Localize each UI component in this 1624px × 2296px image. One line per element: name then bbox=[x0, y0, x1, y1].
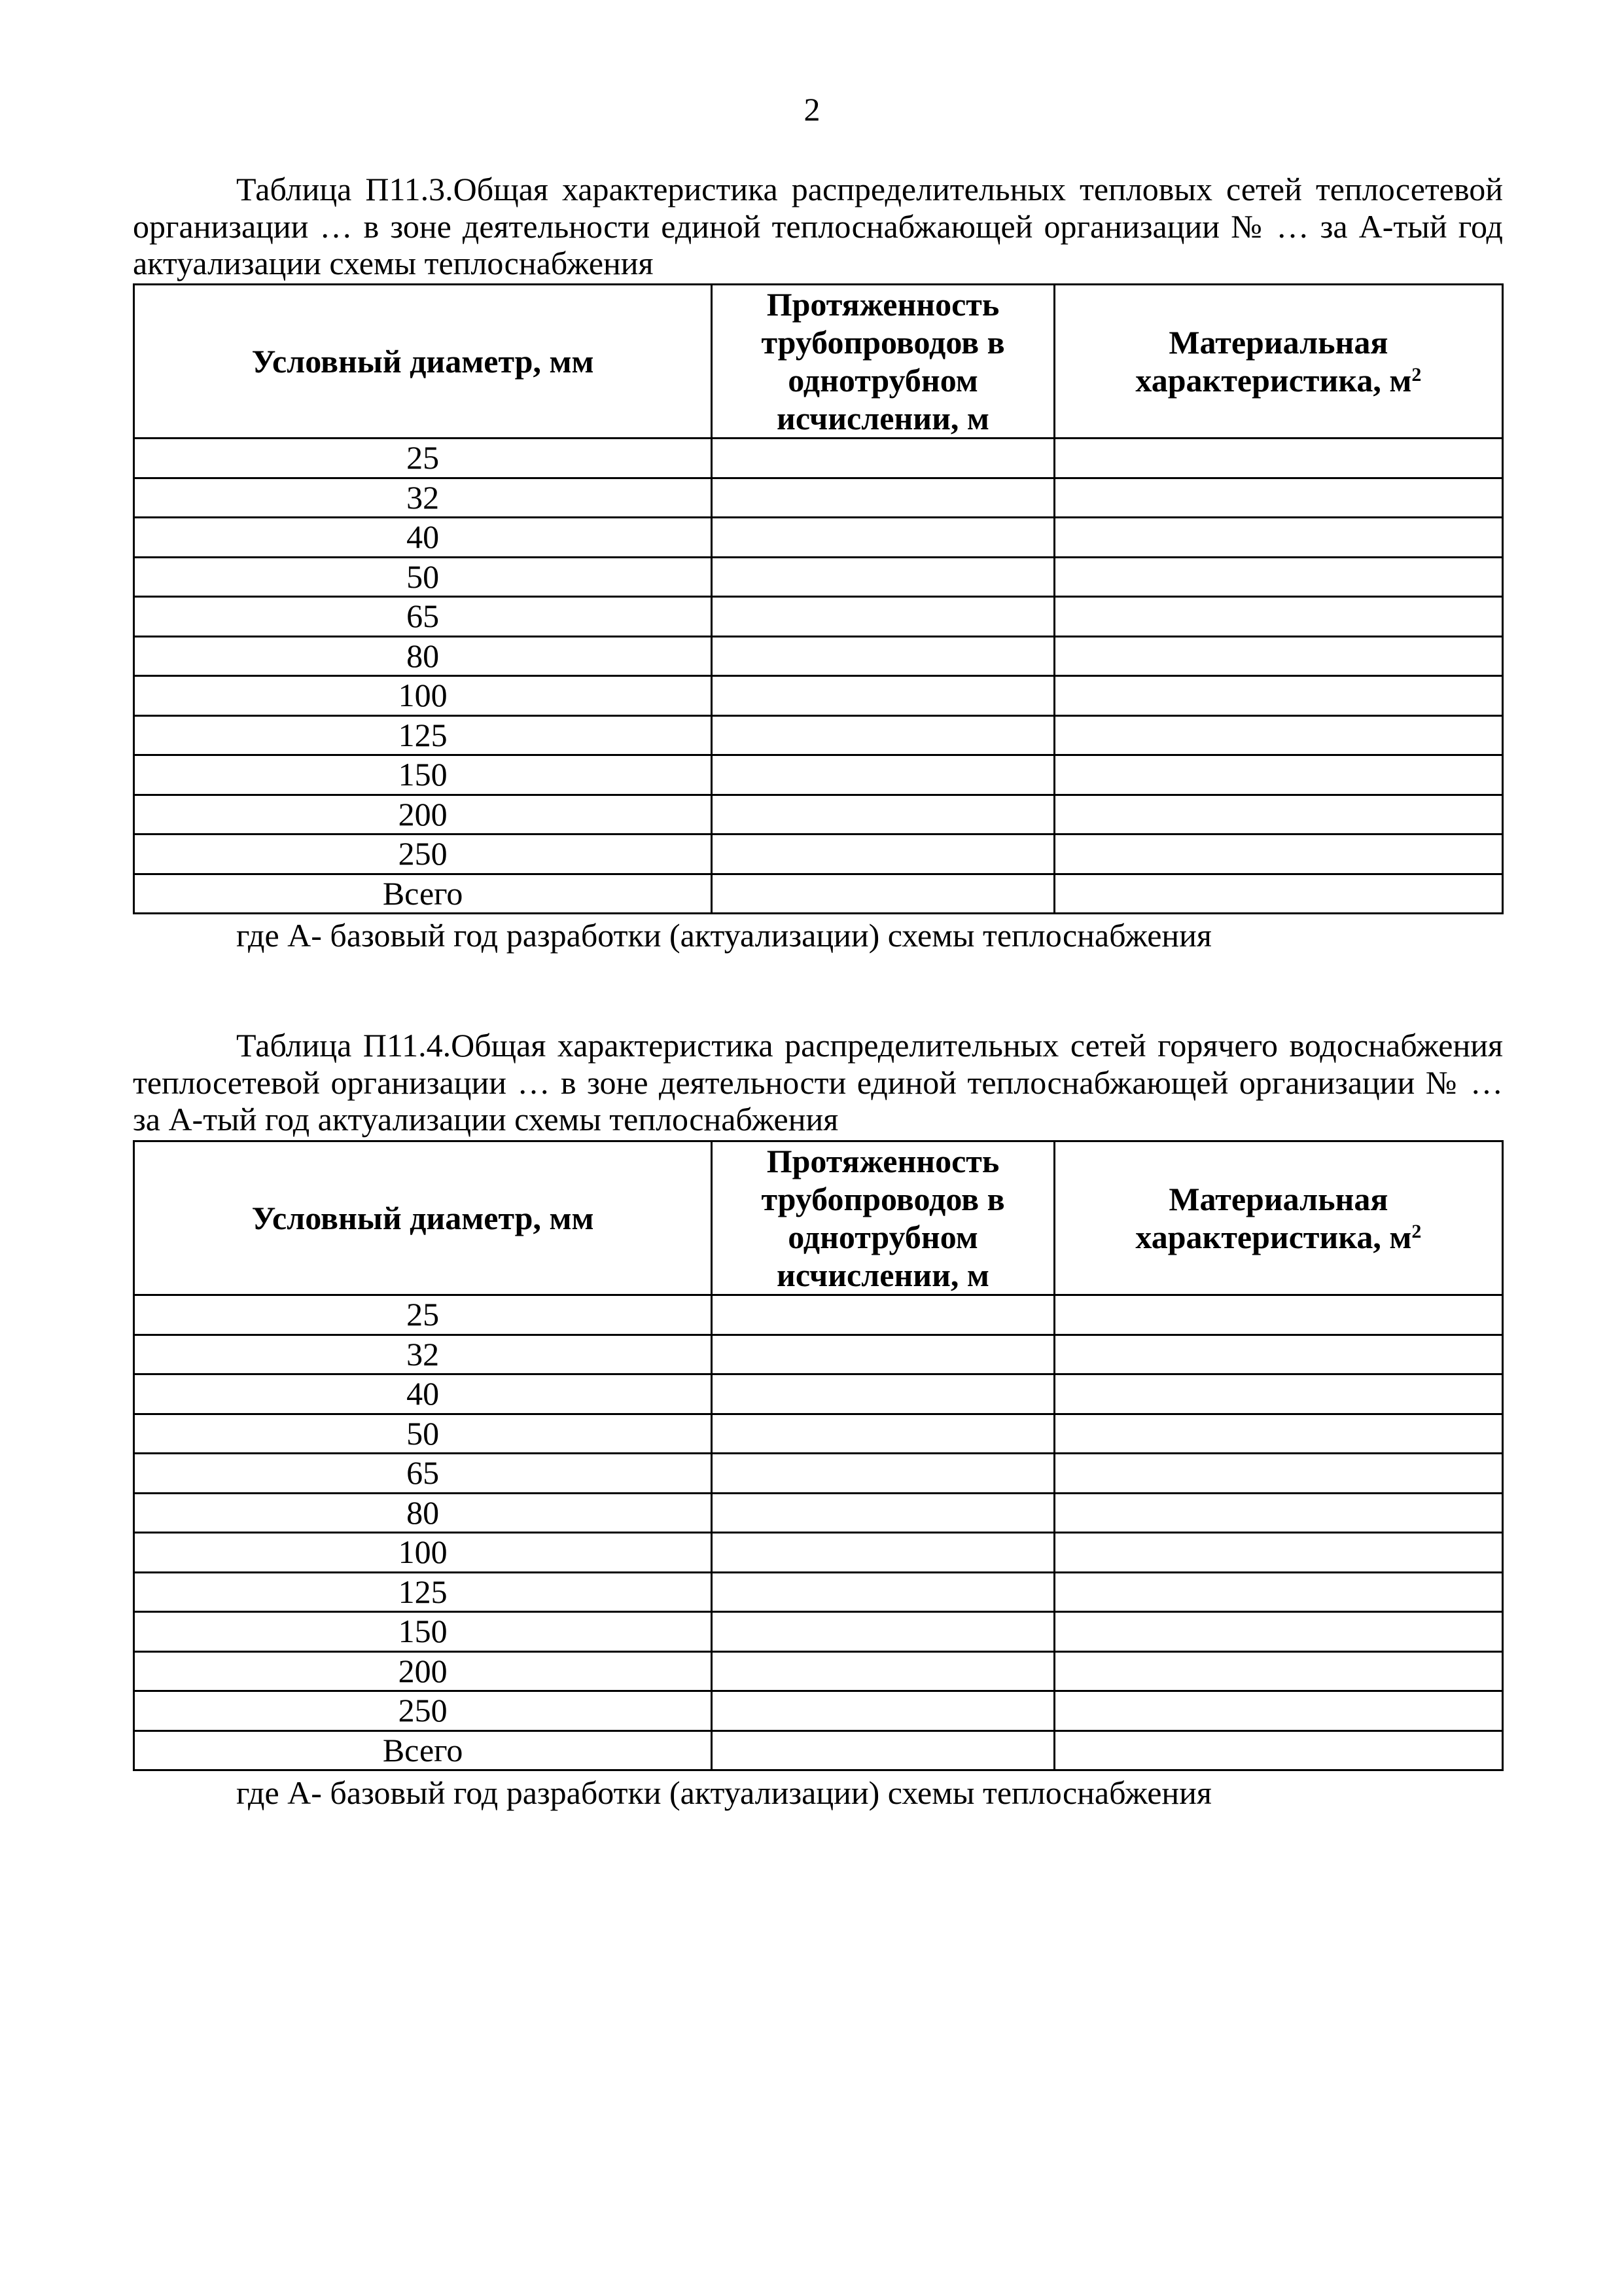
pipe-network-table-heat bbox=[133, 283, 1504, 914]
header-length: Протяженность трубопроводов в однотрубном исчислении, м bbox=[712, 1141, 1055, 1295]
cell-length bbox=[712, 439, 1055, 478]
cell-material bbox=[1054, 1414, 1502, 1454]
cell-material bbox=[1054, 1335, 1502, 1374]
cell-diameter: 50 bbox=[134, 557, 712, 597]
cell-diameter: 65 bbox=[134, 1454, 712, 1494]
cell-material bbox=[1054, 874, 1502, 914]
cell-diameter: 32 bbox=[134, 478, 712, 518]
cell-material bbox=[1054, 715, 1502, 755]
cell-material bbox=[1054, 1572, 1502, 1612]
table-row bbox=[134, 1612, 1503, 1652]
cell-material bbox=[1054, 1651, 1502, 1691]
cell-material bbox=[1054, 557, 1502, 597]
table-header-row bbox=[134, 1141, 1503, 1295]
table-row bbox=[134, 755, 1503, 795]
cell-length bbox=[712, 478, 1055, 518]
cell-diameter: 100 bbox=[134, 1533, 712, 1573]
header-diameter: Условный диаметр, мм bbox=[134, 1141, 712, 1295]
cell-material bbox=[1054, 1374, 1502, 1414]
table-row bbox=[134, 874, 1503, 914]
cell-material bbox=[1054, 755, 1502, 795]
cell-length bbox=[712, 1335, 1055, 1374]
table-row bbox=[134, 557, 1503, 597]
cell-diameter: 32 bbox=[134, 1335, 712, 1374]
cell-length bbox=[712, 1295, 1055, 1335]
table-row bbox=[134, 1731, 1503, 1770]
cell-length bbox=[712, 636, 1055, 676]
cell-diameter: 200 bbox=[134, 795, 712, 834]
header-diameter: Условный диаметр, мм bbox=[134, 285, 712, 439]
cell-material bbox=[1054, 1454, 1502, 1494]
header-material-text: Материальная характеристика, м bbox=[1135, 324, 1412, 399]
cell-length bbox=[712, 1612, 1055, 1652]
header-length: Протяженность трубопроводов в однотрубном исчислении, м bbox=[712, 285, 1055, 439]
header-material-text: Материальная характеристика, м bbox=[1135, 1181, 1412, 1255]
table-row bbox=[134, 715, 1503, 755]
cell-diameter: 200 bbox=[134, 1651, 712, 1691]
table-row bbox=[134, 1572, 1503, 1612]
table-row bbox=[134, 1414, 1503, 1454]
table-row bbox=[134, 1335, 1503, 1374]
table-row bbox=[134, 597, 1503, 637]
cell-length bbox=[712, 557, 1055, 597]
table-caption: Таблица П11.4.Общая характеристика распределительных сетей горячего водоснабжения теплосетевой организации … в зоне деятельности единой теплоснабжающей организации № … за А-тый год актуализации схемы теплоснабжения bbox=[133, 1027, 1503, 1138]
cell-diameter: 40 bbox=[134, 1374, 712, 1414]
cell-diameter: 125 bbox=[134, 715, 712, 755]
cell-material bbox=[1054, 439, 1502, 478]
cell-diameter: 250 bbox=[134, 834, 712, 874]
cell-diameter: 25 bbox=[134, 439, 712, 478]
cell-length bbox=[712, 1493, 1055, 1533]
cell-length bbox=[712, 715, 1055, 755]
cell-material bbox=[1054, 478, 1502, 518]
cell-length bbox=[712, 1533, 1055, 1573]
table-row bbox=[134, 478, 1503, 518]
cell-length bbox=[712, 874, 1055, 914]
cell-length bbox=[712, 1374, 1055, 1414]
cell-length bbox=[712, 1572, 1055, 1612]
cell-length bbox=[712, 834, 1055, 874]
superscript: 2 bbox=[1411, 364, 1422, 386]
cell-diameter: 40 bbox=[134, 518, 712, 558]
cell-diameter: 25 bbox=[134, 1295, 712, 1335]
table-row bbox=[134, 676, 1503, 716]
header-material bbox=[1054, 285, 1502, 439]
cell-length bbox=[712, 1651, 1055, 1691]
table-row bbox=[134, 1691, 1503, 1731]
table-note: где А- базовый год разработки (актуализации) схемы теплоснабжения bbox=[236, 917, 1212, 954]
cell-diameter: 80 bbox=[134, 636, 712, 676]
cell-material bbox=[1054, 518, 1502, 558]
cell-length bbox=[712, 1414, 1055, 1454]
cell-length bbox=[712, 1731, 1055, 1770]
cell-diameter: Всего bbox=[134, 874, 712, 914]
cell-material bbox=[1054, 1533, 1502, 1573]
pipe-network-table-hot-water bbox=[133, 1140, 1504, 1771]
superscript: 2 bbox=[1411, 1221, 1422, 1242]
header-material bbox=[1054, 1141, 1502, 1295]
cell-material bbox=[1054, 676, 1502, 716]
table-row bbox=[134, 1493, 1503, 1533]
cell-length bbox=[712, 755, 1055, 795]
cell-diameter: 65 bbox=[134, 597, 712, 637]
cell-material bbox=[1054, 597, 1502, 637]
cell-diameter: 150 bbox=[134, 1612, 712, 1652]
cell-length bbox=[712, 518, 1055, 558]
cell-diameter: 125 bbox=[134, 1572, 712, 1612]
cell-material bbox=[1054, 795, 1502, 834]
cell-length bbox=[712, 795, 1055, 834]
cell-diameter: 50 bbox=[134, 1414, 712, 1454]
table-header-row bbox=[134, 285, 1503, 439]
cell-material bbox=[1054, 1731, 1502, 1770]
cell-length bbox=[712, 1454, 1055, 1494]
table-row bbox=[134, 439, 1503, 478]
cell-length bbox=[712, 1691, 1055, 1731]
cell-diameter: 100 bbox=[134, 676, 712, 716]
page-number: 2 bbox=[803, 91, 821, 128]
cell-diameter: 80 bbox=[134, 1493, 712, 1533]
cell-material bbox=[1054, 636, 1502, 676]
table-row bbox=[134, 518, 1503, 558]
table-row bbox=[134, 795, 1503, 834]
cell-diameter: 150 bbox=[134, 755, 712, 795]
table-row bbox=[134, 834, 1503, 874]
table-row bbox=[134, 1651, 1503, 1691]
cell-length bbox=[712, 597, 1055, 637]
table-row bbox=[134, 1374, 1503, 1414]
table-caption: Таблица П11.3.Общая характеристика распределительных тепловых сетей теплосетевой организации … в зоне деятельности единой теплоснабжающей организации № … за А-тый год актуализации схемы теплоснабжения bbox=[133, 171, 1503, 281]
table-row bbox=[134, 1533, 1503, 1573]
cell-diameter: Всего bbox=[134, 1731, 712, 1770]
table-row bbox=[134, 1454, 1503, 1494]
cell-diameter: 250 bbox=[134, 1691, 712, 1731]
cell-material bbox=[1054, 1493, 1502, 1533]
table-note: где А- базовый год разработки (актуализации) схемы теплоснабжения bbox=[236, 1774, 1212, 1811]
cell-material bbox=[1054, 1295, 1502, 1335]
table-row bbox=[134, 1295, 1503, 1335]
cell-material bbox=[1054, 834, 1502, 874]
cell-length bbox=[712, 676, 1055, 716]
cell-material bbox=[1054, 1691, 1502, 1731]
table-row bbox=[134, 636, 1503, 676]
cell-material bbox=[1054, 1612, 1502, 1652]
